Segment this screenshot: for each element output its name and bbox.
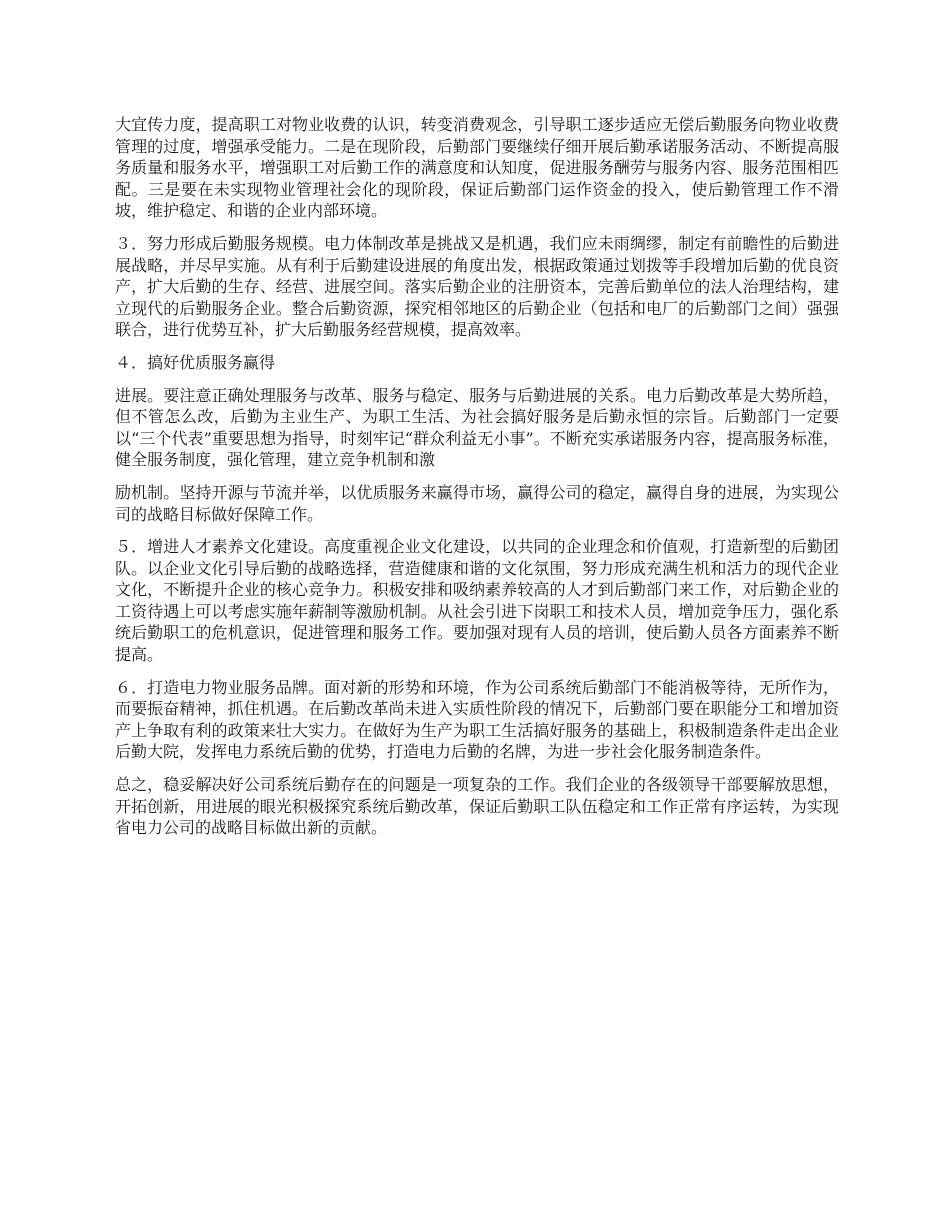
paragraph-item-4-continued: 励机制。坚持开源与节流并举，以优质服务来赢得市场，赢得公司的稳定，赢得自身的进展，为实现公司的战略目标做好保障工作。 xyxy=(115,482,839,524)
paragraph-item-3: ３．努力形成后勤服务规模。电力体制改革是挑战又是机遇，我们应未雨绸缪，制定有前瞻性的后勤进展战略，并尽早实施。从有利于后勤建设进展的角度出发，根据政策通过划拨等手段增加后勤的优良资产，扩大后勤的生存、经营、进展空间。落实后勤企业的注册资本，完善后勤单位的法人治理结构，建立现代的后勤服务企业。整合后勤资源，探究相邻地区的后勤企业（包括和电厂的后勤部门之间）强强联合，进行优势互补，扩大后勤服务经营规模，提高效率。 xyxy=(115,233,839,340)
paragraph-item-6: ６．打造电力物业服务品牌。面对新的形势和环境，作为公司系统后勤部门不能消极等待，无所作为，而要振奋精神，抓住机遇。在后勤改革尚未进入实质性阶段的情况下，后勤部门要在职能分工和增加资产上争取有利的政策来壮大实力。在做好为生产为职工生活搞好服务的基础上，积极制造条件走出企业后勤大院，发挥电力系统后勤的优势，打造电力后勤的名牌，为进一步社会化服务制造条件。 xyxy=(115,677,839,762)
paragraph-item-4-heading: ４．搞好优质服务赢得 xyxy=(115,352,276,372)
paragraph-publicity: 大宜传力度，提高职工对物业收费的认识，转变消费观念，引导职工逐步适应无偿后勤服务向物业收费管理的过度，增强承受能力。二是在现阶段，后勤部门要继续仔细开展后勤承诺服务活动、不断提高服务质量和服务水平，增强职工对后勤工作的满意度和认知度，促进服务酬劳与服务内容、服务范围相匹配。三是要在未实现物业管理社会化的现阶段，保证后勤部门运作资金的投入，使后勤管理工作不滑坡，维护稳定、和谐的企业内部环境。 xyxy=(115,115,839,221)
document-body xyxy=(115,114,839,850)
paragraph-item-4-body: 进展。要注意正确处理服务与改革、服务与稳定、服务与后勤进展的关系。电力后勤改革是大势所趋，但不管怎么改，后勤为主业生产、为职工生活、为社会搞好服务是后勤永恒的宗旨。后勤部门一定要以“三个代表”重要思想为指导，时刻牢记“群众利益无小事”。不断充实承诺服务内容，提高服务标准，健全服务制度，强化管理，建立竞争机制和激 xyxy=(115,385,839,470)
paragraph-item-5: ５．增进人才素养文化建设。高度重视企业文化建设，以共同的企业理念和价值观，打造新型的后勤团队。以企业文化引导后勤的战略选择，营造健康和谐的文化氛围，努力形成充满生机和活力的现代企业文化，不断提升企业的核心竞争力。积极安排和吸纳素养较高的人才到后勤部门来工作，对后勤企业的工资待遇上可以考虑实施年薪制等激励机制。从社会引进下岗职工和技术人员，增加竞争压力，强化系统后勤职工的危机意识，促进管理和服务工作。要加强对现有人员的培训，使后勤人员各方面素养不断提高。 xyxy=(115,537,839,665)
paragraph-conclusion: 总之，稳妥解决好公司系统后勤存在的问题是一项复杂的工作。我们企业的各级领导干部要解放思想，开拓创新，用进展的眼光积极探究系统后勤改革，保证后勤职工队伍稳定和工作正常有序运转，为实现省电力公司的战略目标做出新的贡献。 xyxy=(115,775,839,838)
